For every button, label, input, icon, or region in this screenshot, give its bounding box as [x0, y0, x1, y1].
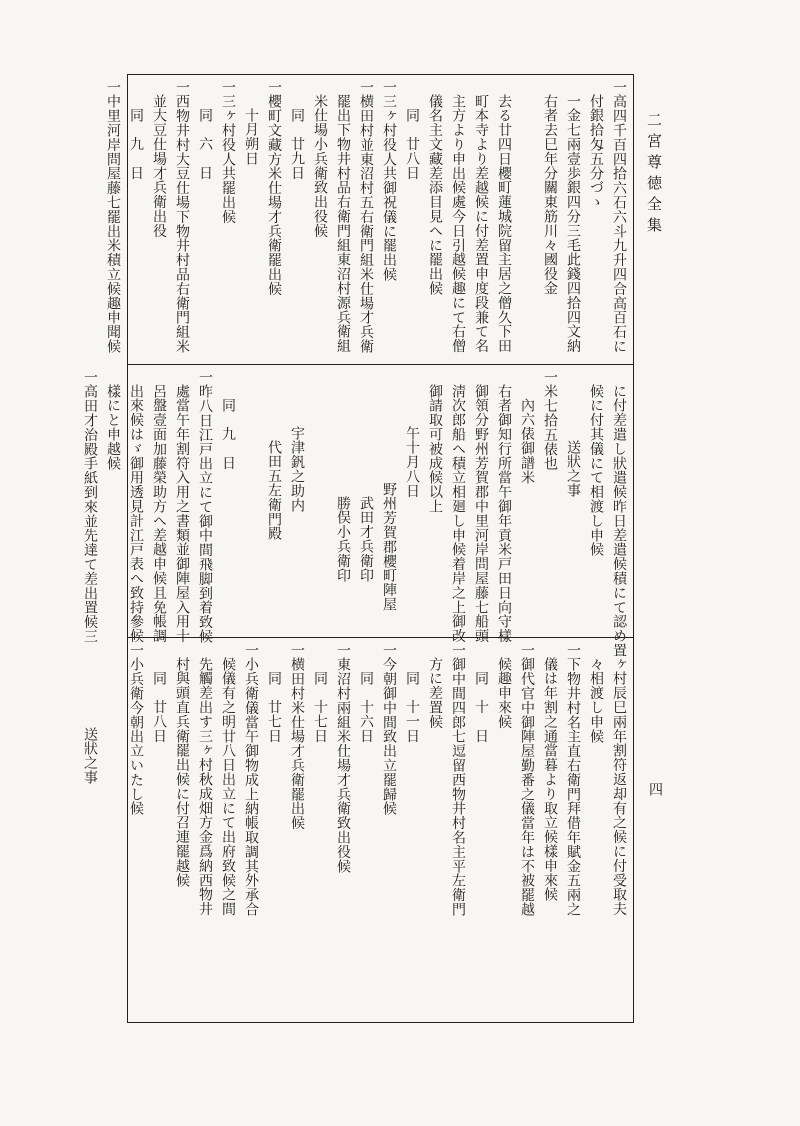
text-column: 一今朝御中間致出立罷歸候 — [381, 643, 397, 816]
text-column: ヶ村辰巳兩年割符返却有之候に付受取夫 — [611, 657, 627, 917]
text-column: 一御中間四郎七逗留西物井村名主平左衛門 — [450, 643, 466, 917]
text-column: 一三ヶ村役人共罷出候 — [220, 80, 236, 224]
text-column: 並大豆仕場才兵衛出役 — [151, 94, 167, 238]
text-column: 先觸差出す三ヶ村秋成畑方金爲納西物井 — [197, 657, 213, 917]
text-column: 一横田村並東沼村五右衛門組米仕場才兵衛 — [358, 80, 374, 354]
text-column — [239, 370, 262, 632]
text-column: 候趣申來候 — [496, 657, 512, 729]
text-column: 宇津釩之助内 — [289, 426, 305, 513]
text-column: 同 九 日 — [220, 398, 236, 470]
text-column: 處當午年割符入用之書類並御陣屋入用十 — [174, 384, 190, 644]
text-column: 一高田才治殿手紙到來並先達て差出置候三 — [82, 370, 98, 644]
text-column: 同 十一日 — [404, 671, 420, 743]
text-column: 野州芳賀郡櫻町陣屋 — [381, 482, 397, 612]
text-column: 勝俣小兵衛印 — [335, 496, 351, 583]
text-column: 午十月八日 — [404, 426, 420, 498]
text-section-middle — [82, 370, 630, 658]
text-column: 同 廿七日 — [266, 671, 282, 743]
text-column: 米仕場小兵衛致出役候 — [312, 94, 328, 238]
text-column: 同 十 日 — [473, 671, 489, 743]
text-column: 儀は年割之通當暮より取立候樣申來候 — [542, 657, 558, 902]
text-column: 一横田村米仕場才兵衛罷出候 — [289, 643, 305, 831]
text-column: に付差遣し狀遣候昨日差遣候積にて認め置 — [611, 384, 627, 658]
text-column: 出來候はゞ御用透見計江戸表へ致持參候 — [128, 384, 144, 644]
text-column — [515, 80, 538, 360]
text-column: 村與頭直兵衛罷出候に付召連罷越候 — [174, 657, 190, 888]
section-divider-1 — [127, 364, 634, 365]
text-column: 町本寺より差越候に付差置申度段兼て名 — [473, 94, 489, 354]
text-column: 同 廿九日 — [289, 108, 305, 180]
text-column — [101, 643, 124, 1017]
text-column: 同 十七日 — [312, 671, 328, 743]
text-section-bottom — [82, 643, 630, 1017]
text-column: 候に付其儀にて相渡し申候 — [588, 384, 604, 557]
text-column: 御請取可被成候以上 — [427, 384, 443, 514]
page-number: 四 — [647, 782, 663, 796]
text-column: 儀名主文藏差添目見へに罷出候 — [427, 94, 443, 296]
text-column: 御領分野州芳賀郡中里河岸問屋藤七船頭 — [473, 384, 489, 644]
text-column: 一米七拾五俵也 — [542, 370, 558, 471]
running-header: 二宮尊徳全集 — [645, 112, 663, 238]
text-column: 一御代官中御陣屋勤番之儀當年は不被罷越 — [519, 643, 535, 917]
text-column: 候儀有之明廿八日出立にて出府致候之間 — [220, 657, 236, 917]
text-column: 同 廿八日 — [404, 108, 420, 180]
text-column: 罷出下物井村品右衛門組東沼村源兵衛組 — [335, 94, 351, 354]
text-column: 呂盤壹面加藤榮助方へ差越申候且免帳調 — [151, 384, 167, 644]
text-column: 一小兵衛儀當午御物成上納帳取調其外承合 — [243, 643, 259, 917]
text-column: 右者去巳年分關東筋川々國役金 — [542, 94, 558, 296]
text-column: 一下物井村名主直右衛門拜借年賦金五兩之 — [565, 643, 581, 917]
text-column: 送狀之事 — [565, 440, 581, 498]
text-column: 同 六 日 — [197, 108, 213, 180]
text-column: 一櫻町文藏方米仕場才兵衛罷出候 — [266, 80, 282, 296]
text-column: 一中里河岸問屋藤七罷出米積立候趣申聞候 — [105, 80, 121, 354]
text-column: 代田五左衛門殿 — [266, 440, 282, 541]
text-column: 武田才兵衛印 — [358, 496, 374, 583]
text-column — [308, 370, 331, 632]
text-column: 一高四千百四拾六石六斗九升四合高百石に — [611, 80, 627, 354]
text-column: 一東沼村兩組米仕場才兵衛致出役候 — [335, 643, 351, 874]
text-column: 一西物井村大豆仕場下物井村品右衛門組米 — [174, 80, 190, 354]
text-column: 々相渡し申候 — [588, 657, 604, 744]
text-column: 去る廿四日櫻町蓮城院留主居之僧久下田 — [496, 94, 512, 354]
text-column: 右者御知行所當午御年貢米戸田日向守樣 — [496, 384, 512, 644]
text-column: 一小兵衛今朝出立いたし候 — [128, 643, 144, 816]
text-column: 一金七兩壹歩銀四分三毛此錢四拾四文納 — [565, 94, 581, 354]
text-column: 付銀拾匁五分づゝ — [588, 94, 604, 210]
text-section-top — [105, 80, 630, 360]
text-column: 同 廿八日 — [151, 671, 167, 743]
text-column: 樣にと申越候 — [105, 384, 121, 471]
text-column: 十月朔日 — [243, 108, 259, 166]
text-column: 淸次郎船へ積立相廻し申候着岸之上御改 — [450, 384, 466, 644]
text-column: 主方より申出候處今日引越候趣にて右僧 — [450, 94, 466, 354]
text-column: 同 十六日 — [358, 671, 374, 743]
text-column: 一昨八日江戸出立にて御中間飛脚到着致候 — [197, 370, 213, 644]
text-column: 一三ヶ村役人共御祝儀に罷出候 — [381, 80, 397, 282]
text-column: 內六俵御譜米 — [519, 398, 535, 485]
text-column: 方に差置候 — [427, 657, 443, 729]
text-column: 同 九 日 — [128, 108, 144, 180]
text-column: 送狀之事 — [82, 727, 98, 785]
